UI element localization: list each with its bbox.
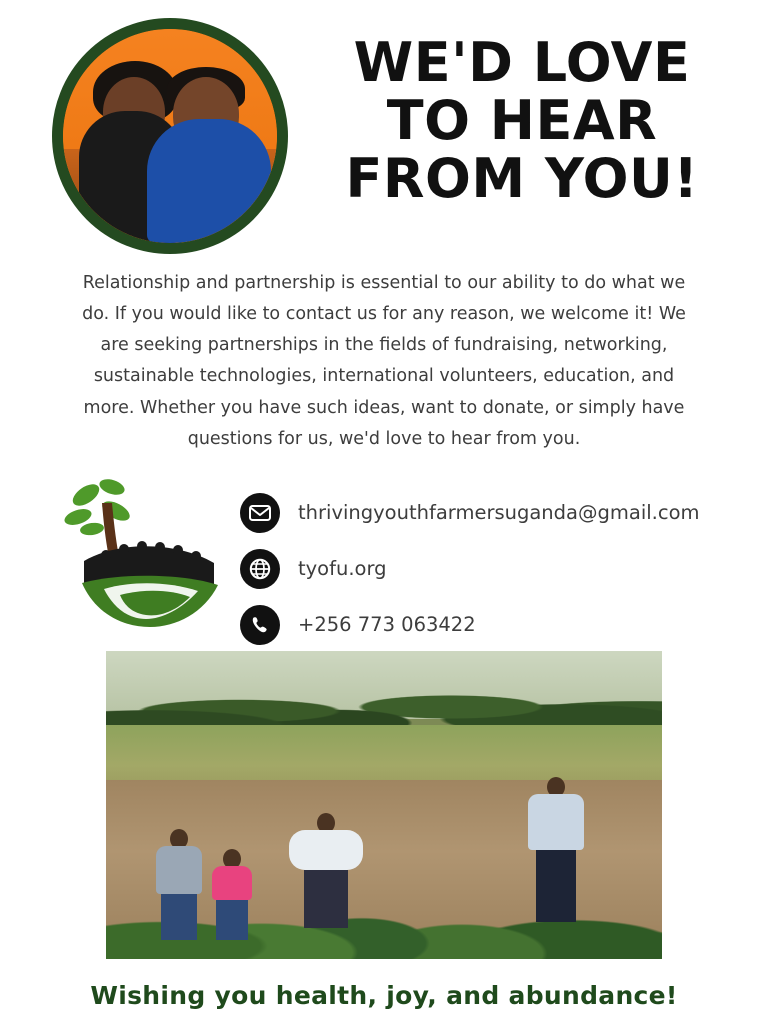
contact-website-text: tyofu.org [298, 557, 387, 581]
contact-row-email[interactable] [240, 485, 732, 541]
contact-section [0, 477, 768, 645]
contact-phone-text: +256 773 063422 [298, 613, 476, 637]
phone-icon [240, 605, 280, 645]
body-paragraph: Relationship and partnership is essential to our ability to do what we do. If you would like to contact us for any reason, we welcome it! We are seeking partnerships in the fields of fundraising, networking, sustainable technologies, international volunteers, education, and more. Whether you have such ideas, want to donate, or simply have questions for us, we'd love to hear from you. [82, 273, 686, 449]
photo-person-1 [156, 829, 202, 940]
photo-person-2 [212, 849, 252, 940]
portrait-ring [52, 18, 288, 254]
photo-person-3 [289, 813, 363, 928]
portrait-photo [63, 29, 277, 243]
contact-row-website[interactable] [240, 541, 732, 597]
globe-icon [240, 549, 280, 589]
footer-message: Wishing you health, joy, and abundance! [90, 980, 678, 1010]
contact-row-phone[interactable] [240, 597, 732, 653]
page-title [304, 14, 740, 210]
field-photo [106, 651, 662, 959]
tyofu-logo [58, 477, 240, 637]
headline-line-1: WE'D LOVE [353, 31, 691, 94]
tyofu-logo-svg [58, 477, 240, 637]
headline-line-2: TO HEAR [386, 88, 658, 152]
contact-list [240, 477, 732, 653]
photo-person-4 [528, 777, 584, 922]
portrait-person-right-body [147, 119, 271, 243]
contact-email-text: thrivingyouthfarmersuganda@gmail.com [298, 501, 700, 525]
email-icon [240, 493, 280, 533]
headline-line-3: FROM YOU! [345, 146, 699, 210]
portrait-container [36, 14, 304, 258]
header [0, 0, 768, 250]
logo-leaves-icon [63, 477, 133, 537]
